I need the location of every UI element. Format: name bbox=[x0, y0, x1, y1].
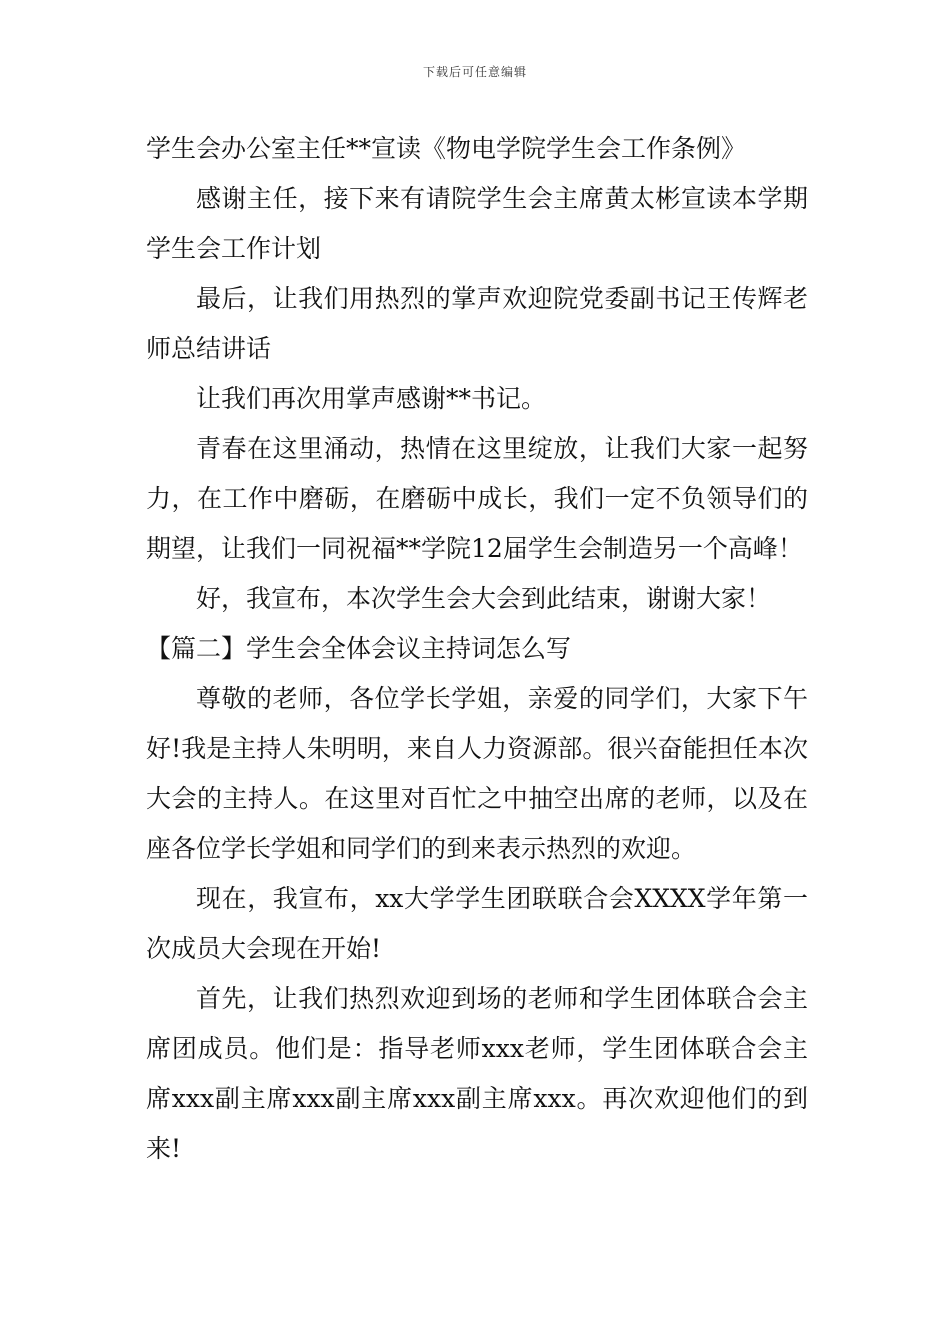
paragraph-youth-closing: 青春在这里涌动，热情在这里绽放，让我们大家一起努力，在工作中磨砺，在磨砺中成长，我们一定不负领导们的期望，让我们一同祝福**学院12届学生会制造另一个高峰！ bbox=[146, 434, 808, 563]
paragraph-welcome-members: 首先，让我们热烈欢迎到场的老师和学生团体联合会主席团成员。他们是：指导老师xxx老师，学生团体联合会主席xxx副主席xxx副主席xxx副主席xxx。再次欢迎他们的到来! bbox=[146, 984, 808, 1163]
paragraph-meeting-end: 好，我宣布，本次学生会大会到此结束，谢谢大家！ bbox=[196, 584, 772, 613]
page-header-note: 下载后可任意编辑 bbox=[422, 65, 527, 79]
paragraph-meeting-start: 现在，我宣布，xx大学学生团联联合会XXXX学年第一次成员大会现在开始! bbox=[146, 884, 808, 963]
paragraph-chairman-plan: 感谢主任，接下来有请院学生会主席黄太彬宣读本学期学生会工作计划 bbox=[146, 184, 808, 263]
document-body bbox=[146, 124, 808, 1174]
paragraph-office-director: 学生会办公室主任**宣读《物电学院学生会工作条例》 bbox=[146, 134, 747, 163]
paragraph-secretary-speech: 最后，让我们用热烈的掌声欢迎院党委副书记王传辉老师总结讲话 bbox=[146, 284, 808, 363]
paragraph-greeting: 尊敬的老师，各位学长学姐，亲爱的同学们，大家下午好!我是主持人朱明明，来自人力资源部。很兴奋能担任本次大会的主持人。在这里对百忙之中抽空出席的老师，以及在座各位学长学姐和同学们的到来表示热烈的欢迎。 bbox=[146, 684, 808, 863]
paragraph-thanks-secretary: 让我们再次用掌声感谢**书记。 bbox=[196, 384, 547, 413]
section-heading-part-two: 【篇二】学生会全体会议主持词怎么写 bbox=[146, 634, 572, 663]
